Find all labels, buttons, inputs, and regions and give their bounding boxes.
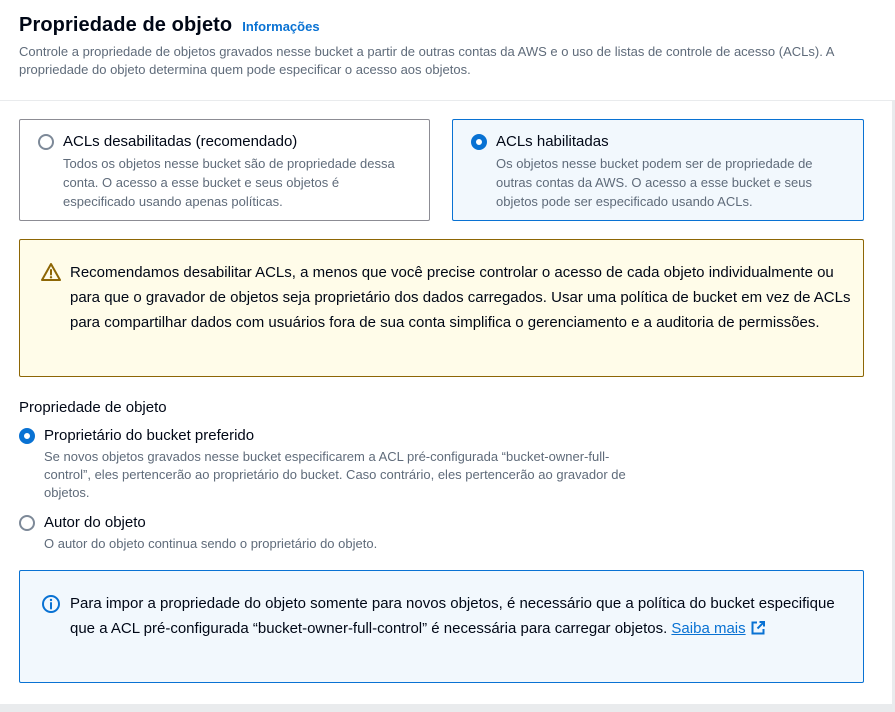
info-link[interactable]: Informações <box>242 19 320 34</box>
object-writer-radio[interactable] <box>19 515 35 531</box>
object-writer-label[interactable]: Autor do objeto <box>44 514 146 531</box>
bottom-edge <box>0 704 895 712</box>
tile-label: ACLs desabilitadas (recomendado) <box>63 133 298 150</box>
bucket-owner-preferred-label[interactable]: Proprietário do bucket preferido <box>44 427 255 444</box>
warning-text: Recomendamos desabilitar ACLs, a menos que você precise controlar o acesso de cada objeto individualmente ou para que o gravador de objetos seja proprietário dos dados carregados. Usar uma política de bucket em vez de ACLs para compartilhar dados com usuários fora de sua conta simplifica o gerenciamento e a auditoria de permissões. <box>70 264 851 331</box>
acls-enabled-radio[interactable] <box>471 134 487 150</box>
bucket-owner-preferred-description: Se novos objetos gravados nesse bucket especificarem a ACL pré-configurada “bucket-owner-full-control”, eles pertencerão ao proprietário do bucket. Caso contrário, eles pertencerão ao gravador de objetos. <box>44 449 626 500</box>
warning-alert <box>19 239 864 377</box>
external-link-icon[interactable] <box>750 620 766 636</box>
learn-more-link[interactable] <box>671 620 765 637</box>
title-row <box>19 14 320 37</box>
info-icon <box>41 594 61 614</box>
acls-enabled-tile[interactable] <box>452 119 864 221</box>
info-alert <box>19 570 864 683</box>
tile-description: Todos os objetos nesse bucket são de propriedade dessa conta. O acesso a esse bucket e seus objetos é especificado usando apenas políticas. <box>63 156 395 209</box>
section-description: Controle a propriedade de objetos gravados nesse bucket a partir de outras contas da AWS e o uso de listas de controle de acesso (ACLs). A propriedade do objeto determina quem pode especificar o acesso aos objetos. <box>19 44 834 77</box>
tile-label: ACLs habilitadas <box>496 133 609 150</box>
acls-disabled-tile[interactable] <box>19 119 430 221</box>
acls-disabled-radio[interactable] <box>38 134 54 150</box>
learn-more-label[interactable]: Saiba mais <box>671 620 746 637</box>
info-message: Para impor a propriedade do objeto somente para novos objetos, é necessário que a política do bucket especifique que a ACL pré-configurada “bucket-owner-full-control” é necessária para carregar objetos. <box>70 595 835 637</box>
bucket-owner-preferred-radio[interactable] <box>19 428 35 444</box>
warning-icon <box>41 262 61 282</box>
ownership-label: Propriedade de objeto <box>19 399 167 416</box>
object-writer-description: O autor do objeto continua sendo o proprietário do objeto. <box>44 536 378 551</box>
page-title: Propriedade de objeto <box>19 14 233 36</box>
tile-description: Os objetos nesse bucket podem ser de propriedade de outras contas da AWS. O acesso a esse bucket e seus objetos pode ser especificado usando ACLs. <box>496 156 813 209</box>
section-header <box>0 0 895 101</box>
info-text <box>70 591 850 641</box>
